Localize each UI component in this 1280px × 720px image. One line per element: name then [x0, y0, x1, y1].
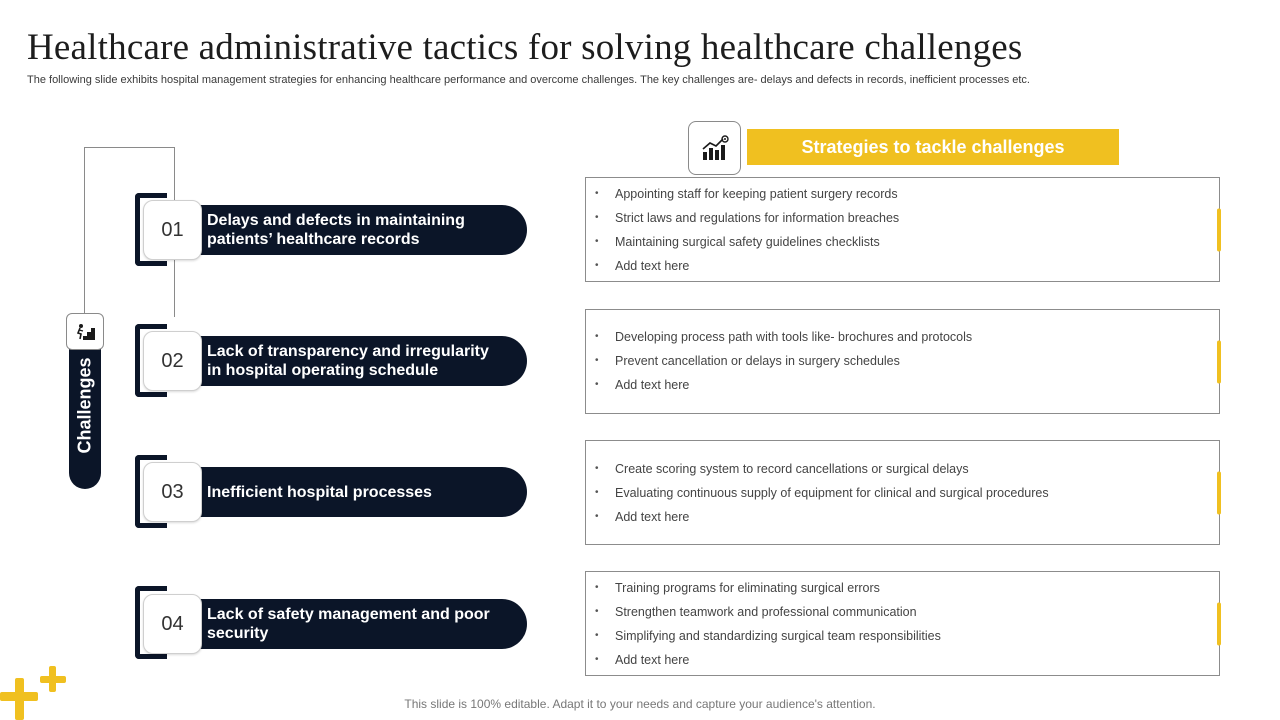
challenges-icon-box — [66, 313, 104, 350]
bar-chart-growth-icon — [700, 134, 730, 162]
strategies-header — [747, 129, 1119, 165]
strategy-box-1 — [585, 177, 1220, 282]
strategy-list — [586, 441, 1219, 533]
challenge-number: 01 — [161, 218, 184, 241]
strategy-item: • Strict laws and regulations for information breaches — [595, 211, 900, 225]
challenge-number: 02 — [161, 349, 184, 372]
bullet: • — [595, 355, 599, 366]
bullet: • — [595, 630, 599, 641]
strategy-box-3 — [585, 440, 1220, 545]
challenge-pill — [186, 336, 527, 386]
challenge-pill — [186, 467, 527, 517]
challenge-number: 03 — [161, 480, 184, 503]
bullet: • — [595, 511, 599, 522]
strategy-item: • Developing process path with tools like- brochures and protocols — [595, 330, 973, 344]
strategy-item: • Create scoring system to record cancellations or surgical delays — [595, 462, 969, 476]
challenge-number-box — [143, 331, 202, 391]
strategy-list — [586, 572, 1219, 676]
challenge-text: Lack of safety management and poor security — [207, 606, 490, 642]
strategy-item: • Maintaining surgical safety guidelines checklists — [595, 235, 880, 249]
strategy-item: • Appointing staff for keeping patient surgery records — [595, 187, 898, 201]
page-subtitle: The following slide exhibits hospital management strategies for enhancing healthcare performance and overcome challenges. The key challenges are- delays and defects in records, inefficient processes etc. — [27, 74, 1030, 86]
strategy-item: • Add text here — [595, 653, 690, 667]
challenge-text: Delays and defects in maintaining patients’ healthcare records — [207, 212, 465, 248]
bullet: • — [595, 236, 599, 247]
challenge-number-box — [143, 462, 202, 522]
bullet: • — [595, 606, 599, 617]
bullet: • — [595, 331, 599, 342]
bullet: • — [595, 463, 599, 474]
strategy-item: • Add text here — [595, 259, 690, 273]
strategy-item: • Add text here — [595, 378, 690, 392]
strategy-item: • Simplifying and standardizing surgical team responsibilities — [595, 629, 941, 643]
strategy-box-2 — [585, 309, 1220, 414]
challenge-text: Inefficient hospital processes — [207, 483, 432, 501]
strategy-item: • Training programs for eliminating surgical errors — [595, 581, 880, 595]
challenges-label-text: Challenges — [74, 356, 95, 454]
challenge-pill — [186, 205, 527, 255]
strategies-icon-box — [688, 121, 741, 175]
challenge-number-box — [143, 594, 202, 654]
bullet: • — [595, 188, 599, 199]
challenge-text: Lack of transparency and irregularity in hospital operating schedule — [207, 343, 489, 379]
strategy-item: • Add text here — [595, 510, 690, 524]
strategy-item: • Strengthen teamwork and professional communication — [595, 605, 917, 619]
bullet: • — [595, 654, 599, 665]
bullet: • — [595, 260, 599, 271]
strategy-list — [586, 178, 1219, 282]
accent-bar — [1217, 471, 1221, 514]
accent-bar — [1217, 602, 1221, 645]
footer-note: This slide is 100% editable. Adapt it to your needs and capture your audience's attention. — [404, 697, 876, 711]
strategies-header-text: Strategies to tackle challenges — [801, 136, 1065, 157]
bullet: • — [595, 379, 599, 390]
bullet: • — [595, 582, 599, 593]
strategy-item: • Evaluating continuous supply of equipment for clinical and surgical procedures — [595, 486, 1049, 500]
accent-bar — [1217, 208, 1221, 251]
challenges-label — [70, 330, 100, 480]
challenge-number-box — [143, 200, 202, 260]
page-title: Healthcare administrative tactics for solving healthcare challenges — [27, 27, 1023, 68]
strategy-box-4 — [585, 571, 1220, 676]
challenge-number: 04 — [161, 612, 184, 635]
accent-bar — [1217, 340, 1221, 383]
bullet: • — [595, 212, 599, 223]
bullet: • — [595, 487, 599, 498]
person-climbing-stairs-icon — [73, 322, 97, 342]
strategy-item: • Prevent cancellation or delays in surgery schedules — [595, 354, 900, 368]
strategy-list — [586, 310, 1219, 401]
challenge-pill — [186, 599, 527, 649]
